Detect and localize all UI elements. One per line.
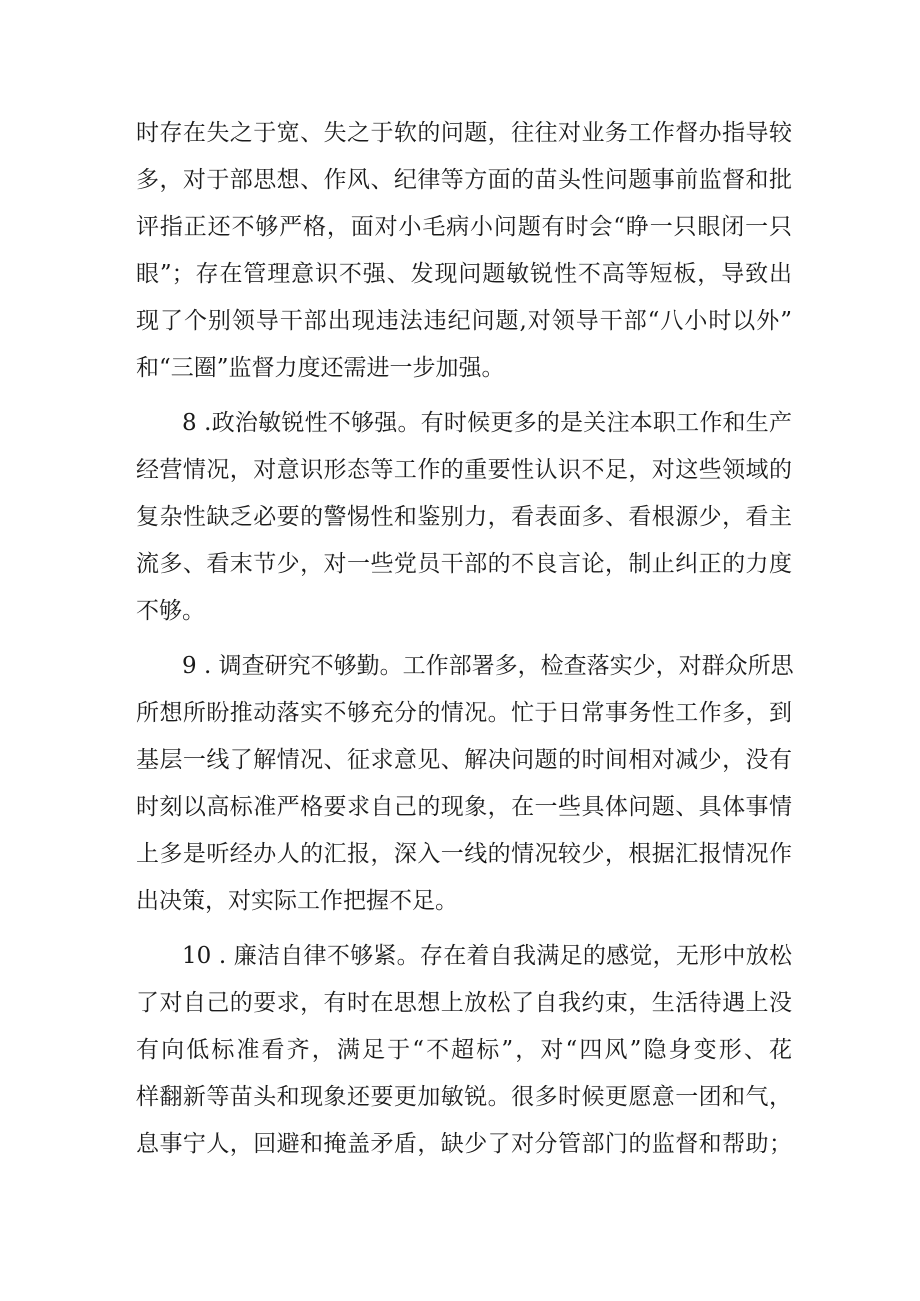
paragraph-item-10 — [136, 933, 792, 1168]
text-line: 时存在失之于宽、失之于软的问题，往往对业务工作督办指导较 — [136, 120, 792, 146]
text-line: 多，对于部思想、作风、纪律等方面的苗头性问题事前监督和批 — [136, 167, 792, 193]
text-line: 息事宁人，回避和掩盖矛盾，缺少了对分管部门的监督和帮助； — [136, 1131, 792, 1157]
paragraph-continued-supervision — [136, 110, 792, 392]
text-line: 和“三圈”监督力度还需进一步加强。 — [136, 355, 505, 381]
text-line: 了对自己的要求，有时在思想上放松了自我约束，生活待遇上没 — [136, 990, 792, 1016]
paragraph-item-9 — [136, 643, 792, 925]
text-line: 基层一线了解情况、征求意见、解决问题的时间相对减少，没有 — [136, 747, 792, 773]
text-line: 现了个别领导干部出现违法违纪问题,对领导干部“八小时以外” — [136, 308, 792, 334]
text-line: 有向低标准看齐，满足于“不超标”，对“四风”隐身变形、花 — [136, 1037, 792, 1063]
text-line: 复杂性缺乏必要的警惕性和鉴别力，看表面多、看根源少，看主 — [136, 504, 792, 530]
text-line: 出决策，对实际工作把握不足。 — [136, 888, 458, 914]
text-line: 流多、看末节少，对一些党员干部的不良言论，制止纠正的力度 — [136, 551, 792, 577]
text-line: 经营情况，对意识形态等工作的重要性认识不足，对这些领域的 — [136, 457, 792, 483]
text-line: 8 .政治敏锐性不够强。有时候更多的是关注本职工作和生产 — [182, 410, 792, 436]
text-line: 10 . 廉洁自律不够紧。存在着自我满足的感觉，无形中放松 — [182, 943, 792, 969]
document-body — [136, 110, 792, 1176]
text-line: 上多是听经办人的汇报，深入一线的情况较少，根据汇报情况作 — [136, 841, 792, 867]
text-line: 时刻以高标准严格要求自己的现象，在一些具体问题、具体事情 — [136, 794, 792, 820]
text-line: 眼”；存在管理意识不强、发现问题敏锐性不高等短板，导致出 — [136, 261, 792, 287]
text-line: 不够。 — [136, 598, 205, 624]
text-line: 样翻新等苗头和现象还要更加敏锐。很多时候更愿意一团和气， — [136, 1084, 792, 1110]
text-line: 9 . 调查研究不够勤。工作部署多，检查落实少，对群众所思 — [182, 653, 794, 679]
text-line: 所想所盼推动落实不够充分的情况。忙于日常事务性工作多，到 — [136, 700, 792, 726]
paragraph-item-8 — [136, 400, 792, 635]
text-line: 评指正还不够严格，面对小毛病小问题有时会“睁一只眼闭一只 — [136, 214, 792, 240]
